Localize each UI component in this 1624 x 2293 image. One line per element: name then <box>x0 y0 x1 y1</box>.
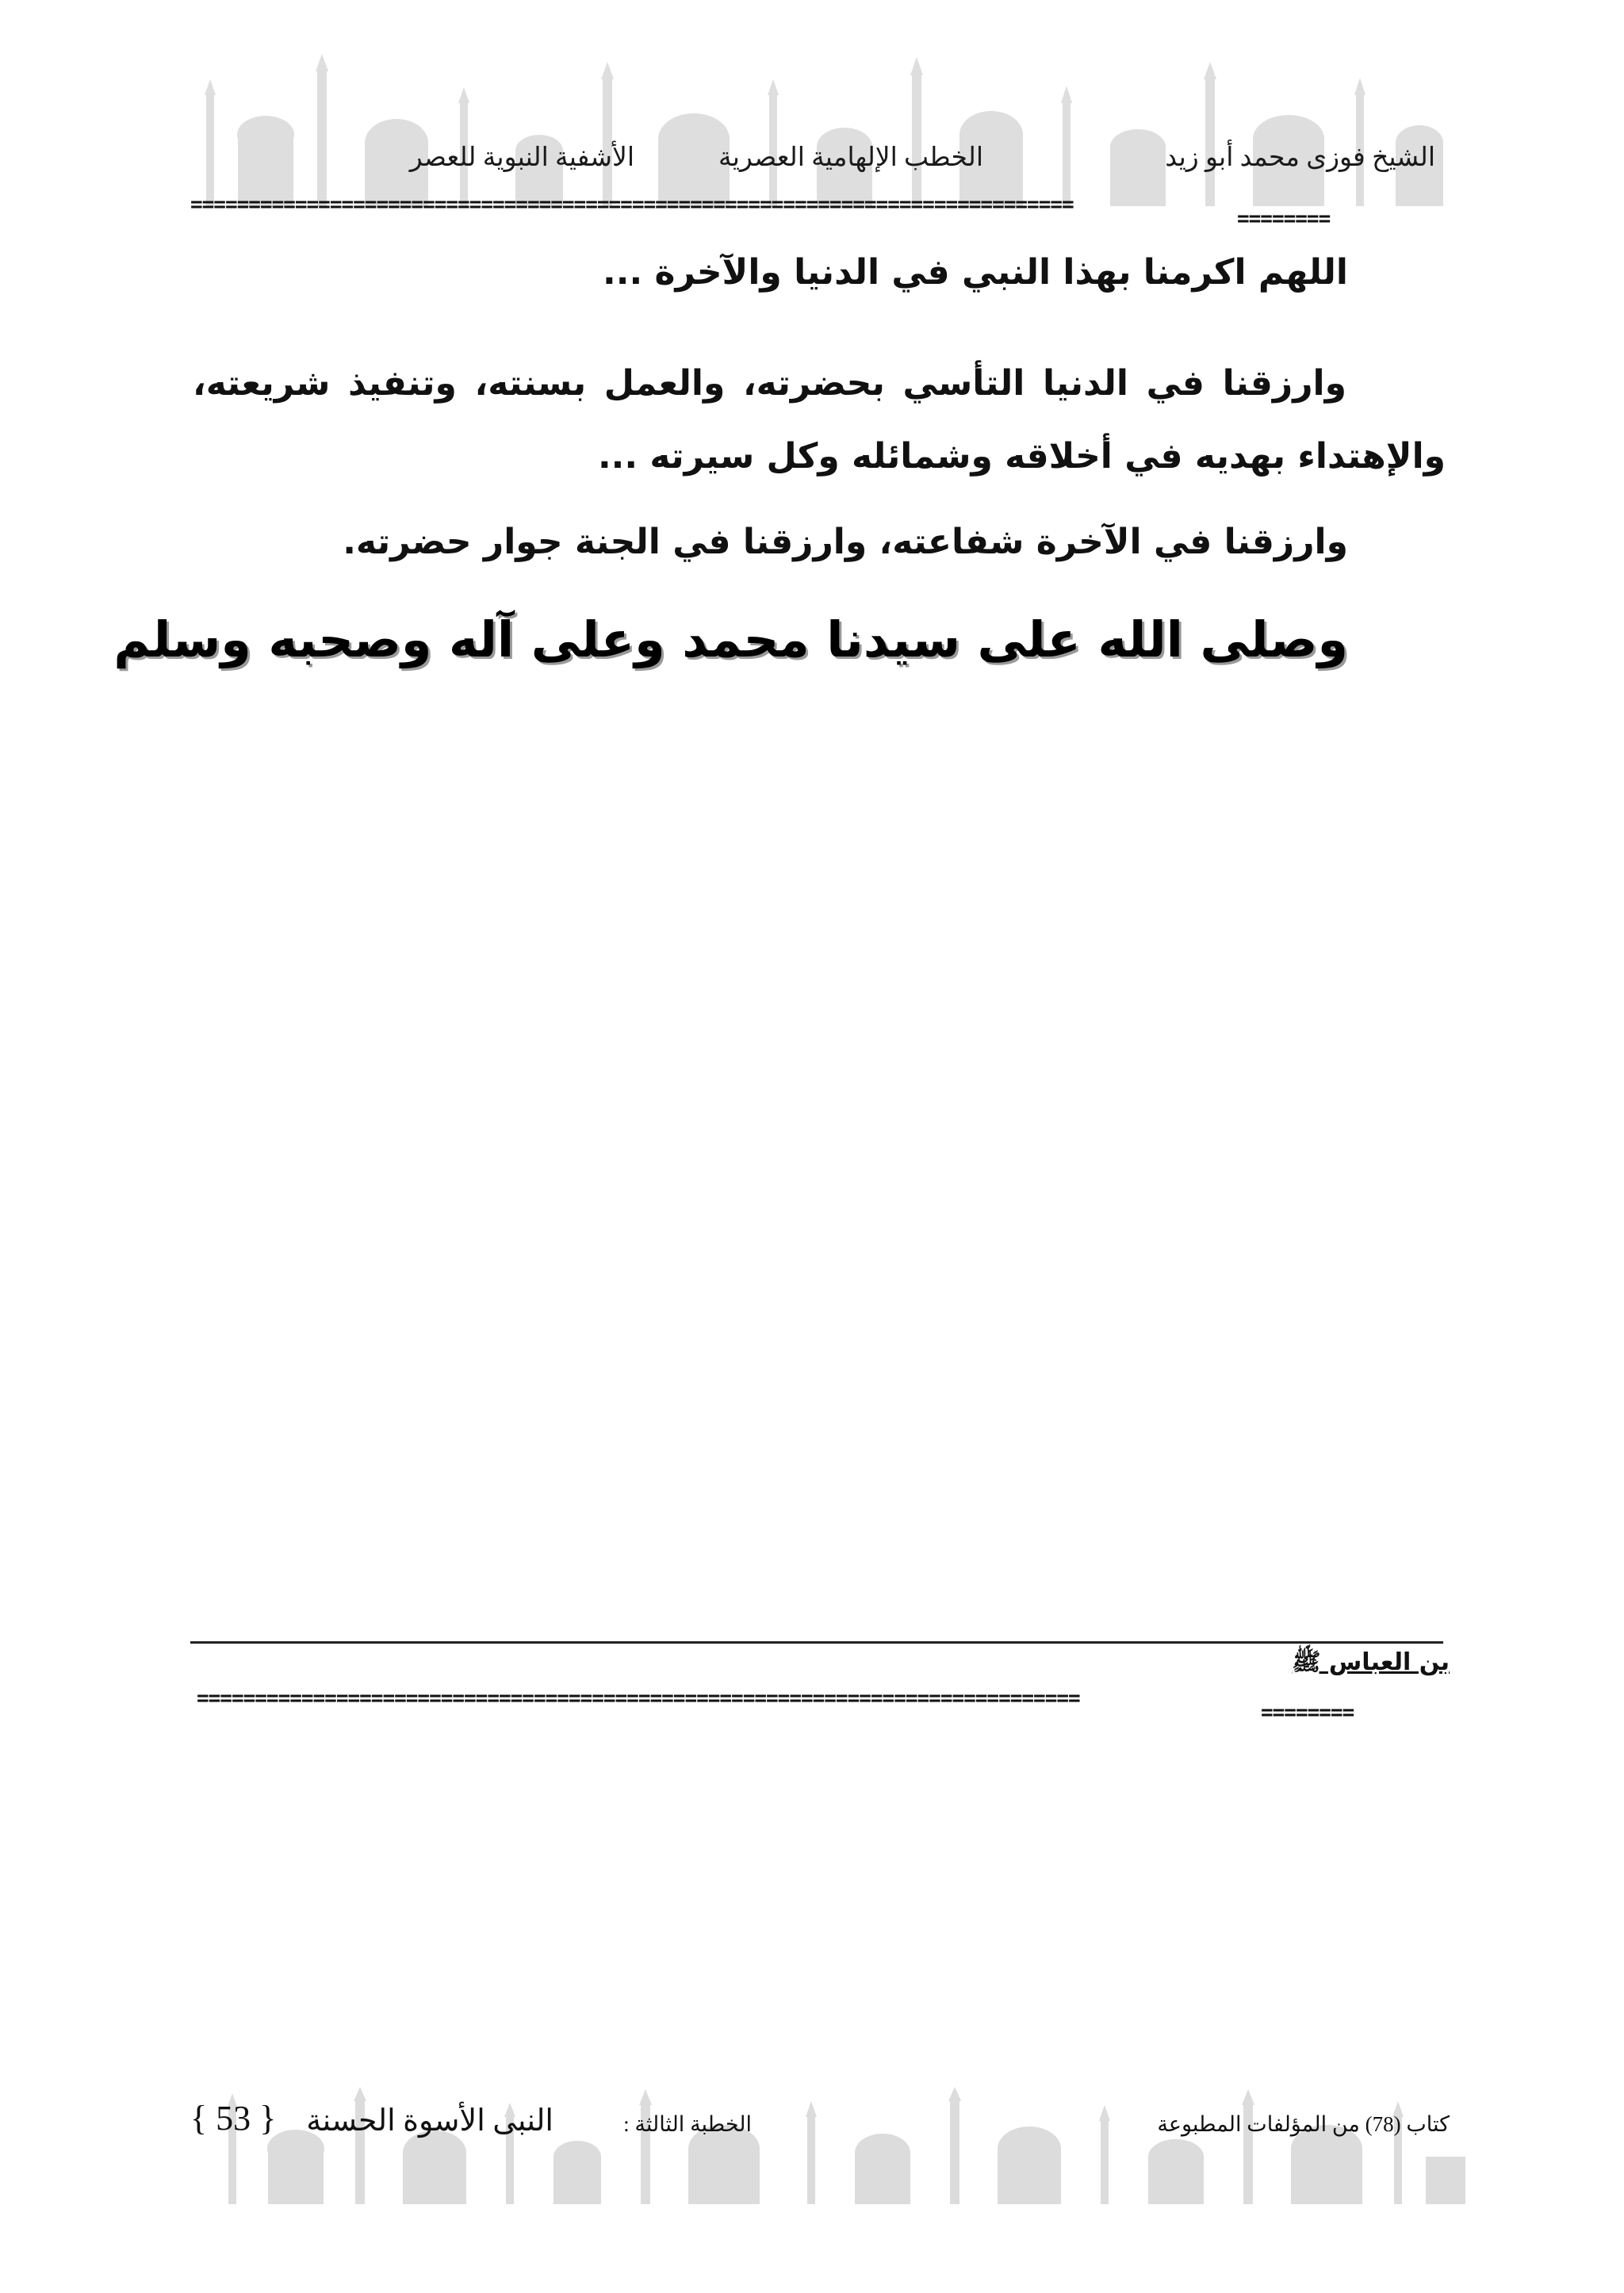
footer-book-info: كتاب (78) من المؤلفات المطبوعة <box>1157 2112 1450 2136</box>
header-double-rule-tail: ======== <box>1237 208 1331 225</box>
prayer-paragraph-2: وارزقنا في الدنيا التأسي بحضرته، والعمل بسنته، وتنفيذ شريعته، والإهتداء بهديه في أخلاقه وشمائله وكل سيرته ... <box>193 363 1446 477</box>
header-series: الخطب الإلهامية العصرية <box>718 144 983 172</box>
header-volume: الأشفية النبوية للعصر <box>409 144 634 172</box>
running-header <box>278 141 1435 182</box>
footnote: بن العباس ﷺ <box>1292 1648 1450 1676</box>
prayer-paragraph-3: وارزقنا في الآخرة شفاعته، وارزقنا في الجنة جوار حضرته. <box>343 522 1348 562</box>
prayer-paragraph-1: اللهم اكرمنا بهذا النبي في الدنيا والآخرة ... <box>603 252 1348 293</box>
footer-sermon-title: النبى الأسوة الحسنة <box>306 2104 553 2138</box>
closing-salutation: وصلى الله على سيدنا محمد وعلى آله وصحبه وسلم <box>113 611 1348 668</box>
footnote-divider <box>190 1641 1443 1644</box>
header-double-rule: ============================================================================ <box>190 193 1074 216</box>
header-mosque-skyline <box>182 48 1451 206</box>
header-author: الشيخ فوزى محمد أبو زيد <box>1165 144 1435 172</box>
footer-double-rule-tail: ======== <box>1261 1702 1354 1719</box>
footer-sermon-label: الخطبة الثالثة : <box>623 2112 752 2136</box>
page-number: { 53 } <box>190 2099 277 2138</box>
footer-double-rule: ============================================================================ <box>197 1687 1080 1710</box>
